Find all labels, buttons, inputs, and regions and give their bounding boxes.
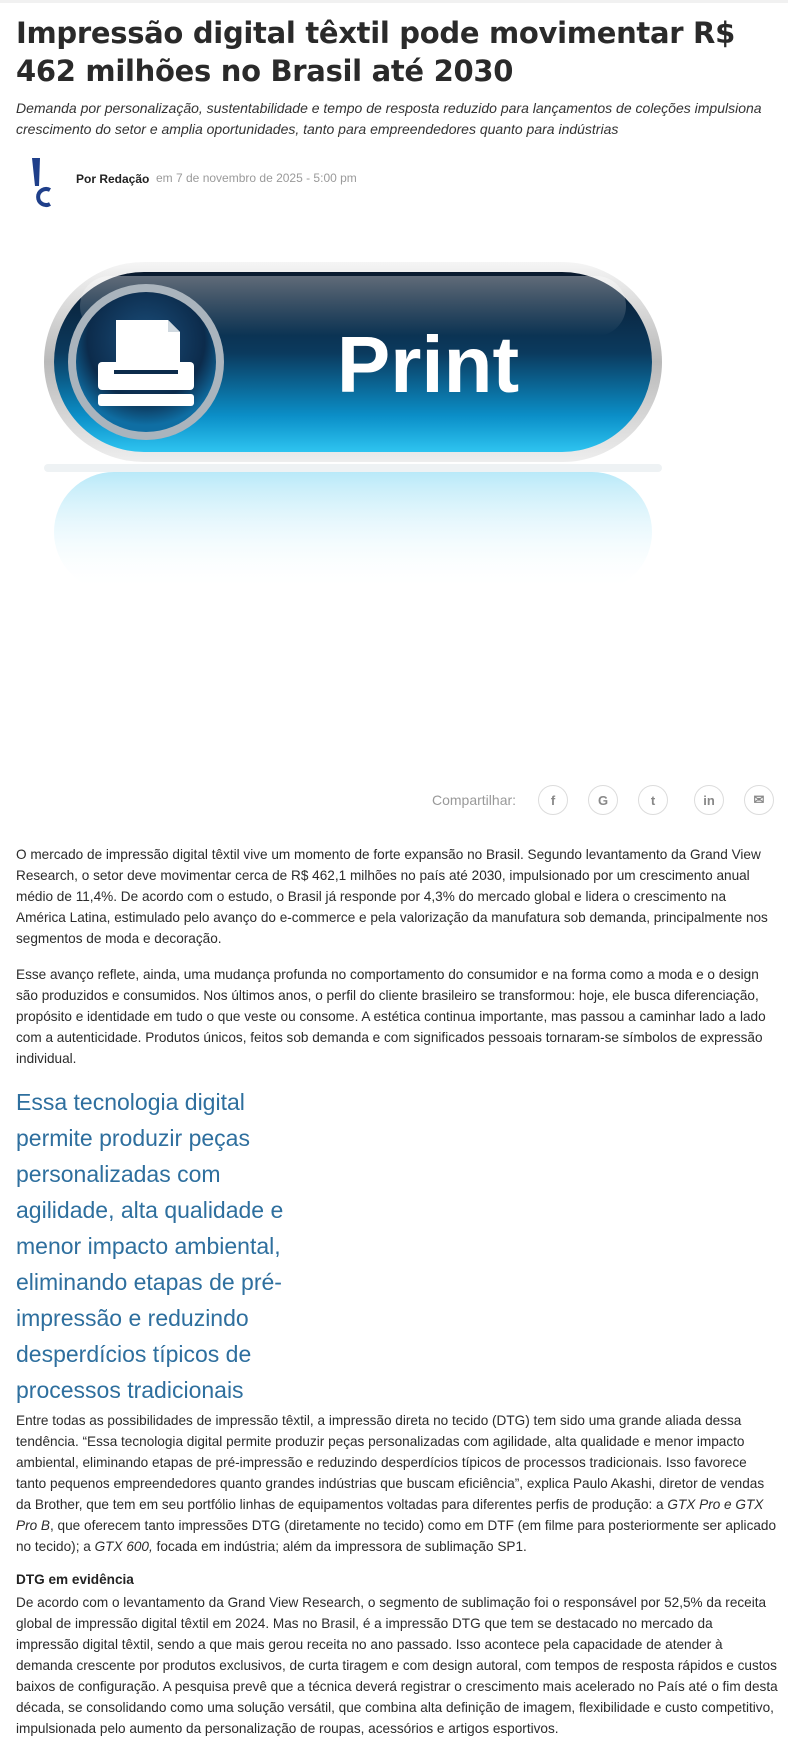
body-paragraph-4: De acordo com o levantamento da Grand View Research, o segmento de sublimação foi o responsável por 52,5% da receita global de impressão digital têxtil em 2024. Mas no Brasil, é a impressão DTG que tem se destacado no mercado da impressão digital têxtil, sendo a que mais gerou receita no ano passado. Isso acontece pela capacidade de atender à demanda crescente por produtos exclusivos, de curta tiragem e com design autoral, com tempos de resposta rápidos e custos baixos de configuração. A pesquisa prevê que a técnica deverá registrar o crescimento mais acelerado no País até o fim desta década, se consolidando como uma solução versátil, que combina alta definição de imagem, flexibilidade e custo competitivo, impulsionada pelo aumento da personalização de roupas, acessórios e artigos esportivos.	[16, 1595, 778, 1736]
publish-date: em 7 de novembro de 2025 - 5:00 pm	[156, 171, 357, 185]
body-paragraph-1: O mercado de impressão digital têxtil vive um momento de forte expansão no Brasil. Segundo levantamento da Grand View Research, o setor deve movimentar cerca de R$ 462,1 milhões no país até 2030, impulsionado por um crescimento anual médio de 11,4%. De acordo com o estudo, o Brasil já responde por 4,3% do mercado global e lidera o crescimento na América Latina, estimulado pelo avanço do e-commerce e pela valorização da manufatura sob demanda, principalmente nos segmentos de moda e decoração.	[16, 847, 768, 946]
linkedin-share-button[interactable]	[694, 785, 724, 815]
facebook-share-button[interactable]	[538, 785, 568, 815]
top-divider	[0, 0, 788, 3]
facebook-icon: f	[550, 792, 556, 808]
body-paragraph-3-text-c: focada em indústria; além da impressora de sublimação SP1.	[152, 1539, 527, 1554]
google-share-button[interactable]	[588, 785, 618, 815]
google-icon: G	[597, 792, 609, 808]
hero-print-button-image	[40, 258, 750, 678]
linkedin-icon: in	[703, 792, 715, 808]
twitter-icon: t	[650, 792, 656, 808]
body-paragraph-2: Esse avanço reflete, ainda, uma mudança profunda no comportamento do consumidor e na forma como a moda e o design são produzidos e consumidos. Nos últimos anos, o perfil do cliente brasileiro se transformou: hoje, ele busca diferenciação, propósito e identidade em tudo o que veste ou consome. A estética continua importante, mas passou a caminhar lado a lado com a autenticidade. Produtos únicos, feitos sob demanda e com significados pessoais tornaram-se símbolos de expressão individual.	[16, 967, 766, 1066]
body-paragraph-3-product-b: GTX 600,	[94, 1539, 153, 1554]
body-paragraph-3	[16, 1410, 778, 1557]
site-logo-icon	[28, 156, 56, 208]
body-paragraph-3-product-a: GTX Pro e GTX Pro B	[16, 1497, 764, 1533]
email-share-button[interactable]	[744, 785, 774, 815]
article-title: Impressão digital têxtil pode movimentar R$ 462 milhões no Brasil até 2030	[16, 16, 735, 88]
pull-quote: Essa tecnologia digital permite produzir peças personalizadas com agilidade, alta qualidade e menor impacto ambiental, eliminando etapas de pré-impressão e reduzindo desperdícios típicos de processos tradicionais	[16, 1089, 284, 1403]
email-icon: ✉	[753, 792, 765, 807]
body-paragraph-3-text-b: , que oferecem tanto impressões DTG (diretamente no tecido) como em DTF (em filme para posteriormente ser aplicado no tecido); a	[16, 1518, 777, 1554]
share-label: Compartilhar:	[432, 792, 517, 808]
article-subtitle: Demanda por personalização, sustentabilidade e tempo de resposta reduzido para lançamentos de coleções impulsiona crescimento do setor e amplia oportunidades, tanto para empreendedores quanto para indústrias	[16, 100, 762, 137]
author-byline[interactable]: Por Redação	[76, 172, 150, 186]
hero-print-label: Print	[336, 320, 520, 409]
section-heading: DTG em evidência	[16, 1572, 134, 1587]
body-paragraph-3-text-a: Entre todas as possibilidades de impressão têxtil, a impressão direta no tecido (DTG) tem sido uma grande aliada dessa tendência. “Essa tecnologia digital permite produzir peças personalizadas com agilidade, alta qualidade e menor impacto ambiental, eliminando etapas de pré-impressão e reduzindo desperdícios típicos de processos tradicionais. Isso favorece tanto pequenos empreendedores quanto grandes indústrias que buscam eficiência”, explica Paulo Akashi, diretor de vendas da Brother, que tem em seu portfólio linhas de equipamentos voltadas para diferentes perfis de produção: a	[16, 1413, 765, 1512]
twitter-share-button[interactable]	[638, 785, 668, 815]
